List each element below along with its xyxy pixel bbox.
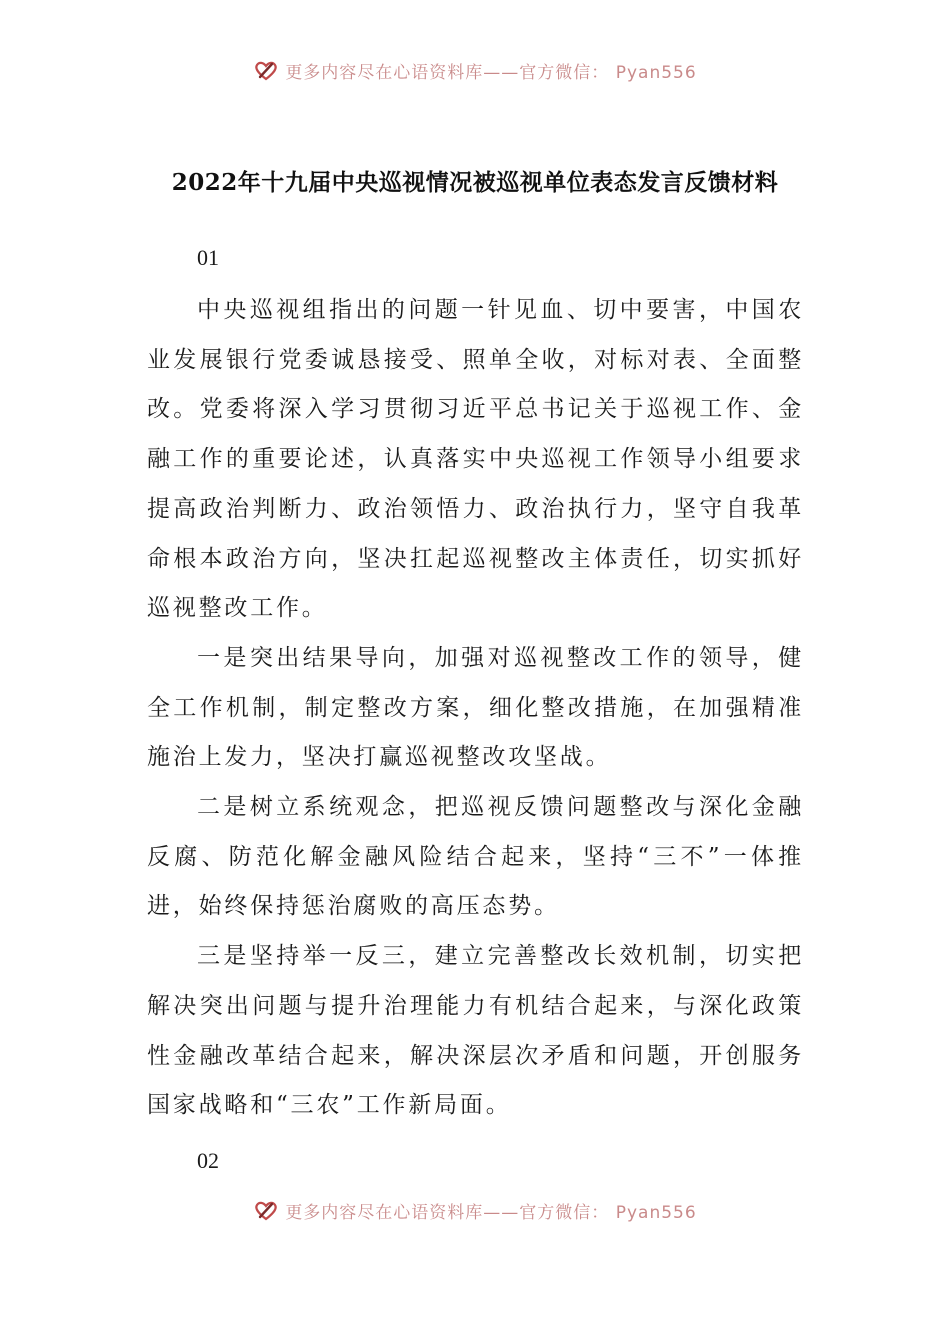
- body-paragraph: 二是树立系统观念，把巡视反馈问题整改与深化金融反腐、防范化解金融风险结合起来，坚持“三不”一体推进，始终保持惩治腐败的高压态势。: [147, 794, 804, 920]
- document-title: 2022年十九届中央巡视情况被巡视单位表态发言反馈材料: [171, 169, 779, 196]
- heart-pen-logo-icon: [253, 1199, 279, 1221]
- body-paragraph: 三是坚持举一反三，建立完善整改长效机制，切实把解决突出问题与提升治理能力有机结合起来，与深化政策性金融改革结合起来，解决深层次矛盾和问题，开创服务国家战略和“三农”工作新局面。: [147, 943, 804, 1119]
- watermark-footer: [0, 1196, 950, 1224]
- watermark-header: [0, 56, 950, 84]
- section-number: 02: [197, 1147, 219, 1173]
- heart-pen-logo-icon: [253, 59, 279, 81]
- watermark-text: 更多内容尽在心语资料库——官方微信： Pyan556: [285, 1202, 697, 1223]
- document-body: [147, 236, 804, 1189]
- body-paragraph: 一是突出结果导向，加强对巡视整改工作的领导，健全工作机制，制定整改方案，细化整改措施，在加强精准施治上发力，坚决打赢巡视整改攻坚战。: [147, 644, 804, 771]
- watermark-text: 更多内容尽在心语资料库——官方微信： Pyan556: [285, 62, 697, 83]
- body-paragraph: 中央巡视组指出的问题一针见血、切中要害，中国农业发展银行党委诚恳接受、照单全收，对标对表、全面整改。党委将深入学习贯彻习近平总书记关于巡视工作、金融工作的重要论述，认真落实中央巡视工作领导小组要求提高政治判断力、政治领悟力、政治执行力，坚守自我革命根本政治方向，坚决扛起巡视整改主体责任，切实抓好巡视整改工作。: [147, 297, 804, 622]
- section-number: 01: [197, 245, 219, 270]
